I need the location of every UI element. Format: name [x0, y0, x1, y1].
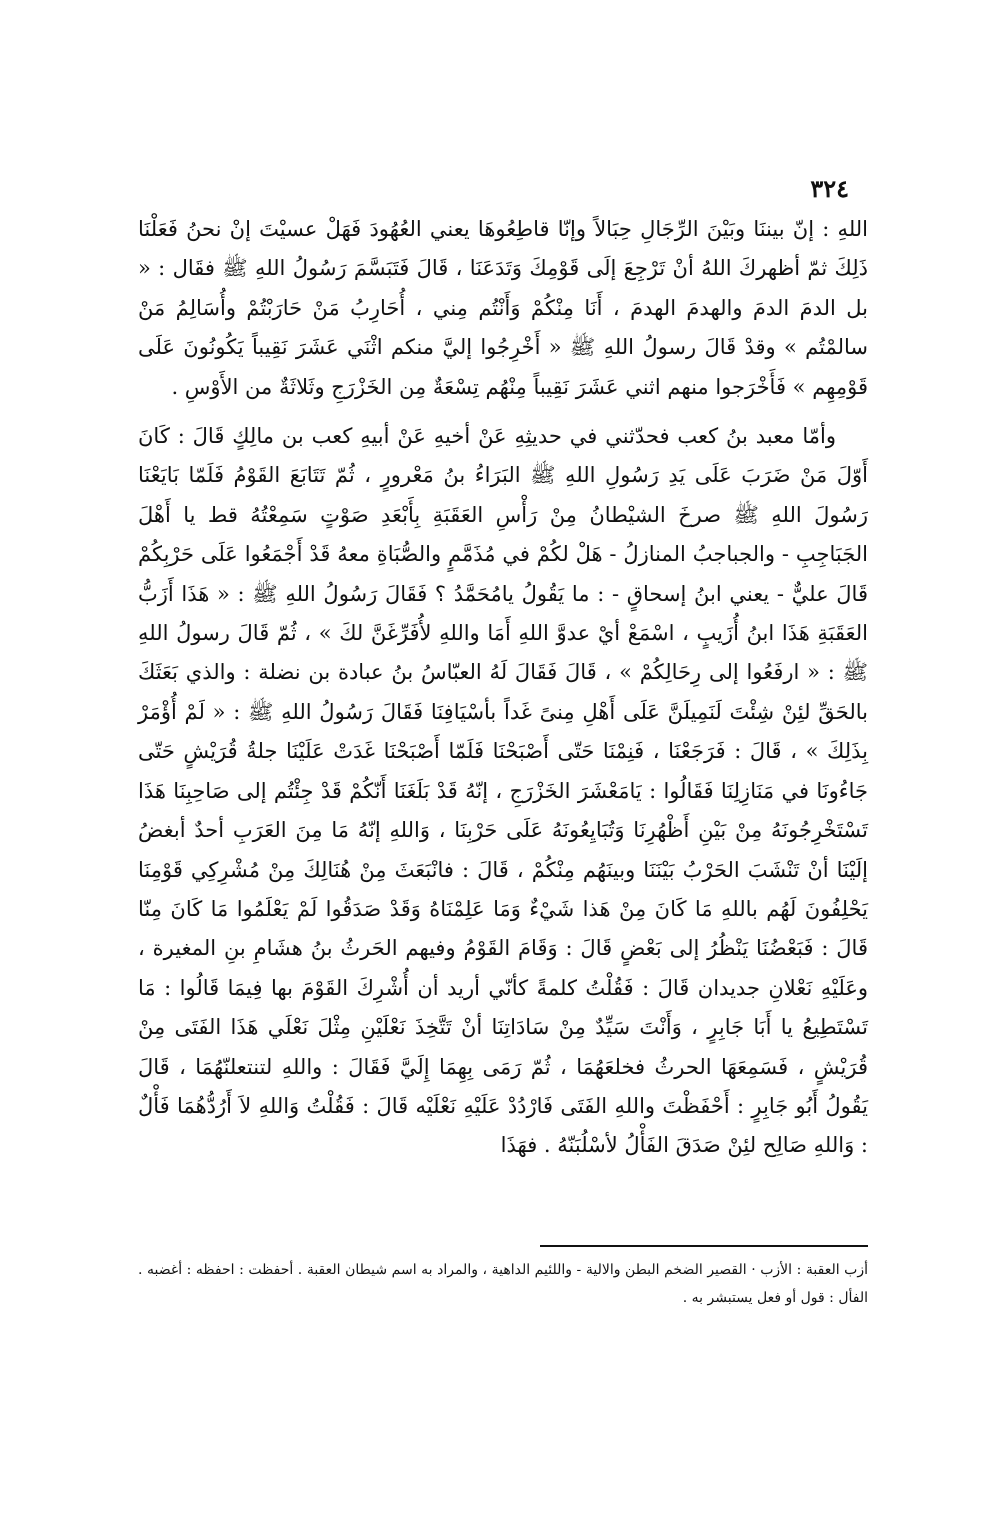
main-text [138, 210, 868, 1166]
page-number: ٣٢٤ [810, 174, 849, 203]
footnote: أزب العقبة : الأزب · القصير الضخم البطن والالية - واللئيم الداهية ، والمراد به اسم شيطان العقبة . أحفظت : احفظه : أغضبه . الفأل : قول أو فعل يستبشر به . [138, 1262, 868, 1306]
paragraph-1: اللهِ : إنّ بيننَا وبَيْنَ الرِّجَالِ حِبَالاً وإنّا قاطِعُوهَا يعني العُهُودَ فَهَلْ عسيْتَ إنْ نحنُ فَعَلْنَا ذَلِكَ ثمّ أظهركَ اللهُ أنْ تَرْجِعَ إلَى قَوْمِكَ وَتَدَعَنَا ، قَالَ فَتَبَسَّمَ رَسُولُ اللهِ ﷺ فقَال : « بل الدمَ الدمَ والهدمَ الهدمَ ، أَنَا مِنْكُمْ وَأَنْتُم مِني ، أُحَارِبُ مَنْ حَارَبْتُمْ وأُسَالِمُ مَنْ سالمْتُم » وقدْ قَالَ رسولُ اللهِ ﷺ « أَخْرِجُوا إليَّ منكم اثْنَي عَشَرَ نَقِيباً يَكُونُونَ عَلَى قَوْمِهِم » فَأَخْرَجوا منهم اثني عَشَرَ نَقِيباً مِنْهُم تِسْعَةٌ مِن الخَزْرَجِ وثَلاثَةٌ من الأَوْسِ . [138, 217, 868, 399]
paragraph-2: وأمّا معبد بنُ كعب فحدّثني في حديثِهِ عَنْ أخيهِ عَنْ أبيهِ كعب بن مالِكٍ قَالَ : كَانَ أَوّلَ مَنْ ضَرَبَ عَلَى يَدِ رَسُولِ اللهِ ﷺ البَرَاءُ بنُ مَعْرورٍ ، ثُمّ تَتَابَعَ القَوْمُ فَلَمّا بَايَعْنَا رَسُولَ اللهِ ﷺ صرخَ الشيْطانُ مِنْ رَأْسِ العَقَبَةِ بِأَبْعَدِ صَوْتٍ سَمِعْتُهُ قط يا أَهْلَ الجَبَاجِبِ - والجباجبُ المنازلُ - هَلْ لكُمْ في مُذَمَّمٍ والصُّبَاةِ معهُ قَدْ أَجْمَعُوا عَلَى حَرْبِكُمْ قَالَ عليٌّ - يعني ابنُ إسحاقٍ - : ما يَقُولُ يامُحَمَّدُ ؟ فَقَالَ رَسُولُ اللهِ ﷺ : « هَذَا أَزَبُّ العَقَبَةِ هَذَا ابنُ أُزَيبٍ ، اسْمَعْ أيْ عدوَّ اللهِ أَمَا واللهِ لأُفَرِّغَنَّ لكَ » ، ثُمّ قَالَ رسولُ اللهِ ﷺ : « ارفَعُوا إلى رِحَالِكُمْ » ، قَالَ فَقَالَ لَهُ العبّاسُ بنُ عبادة بن نضلة : والذي بَعَثَكَ بالحَقِّ لئِنْ شِئْتَ لَنَمِيلَنَّ عَلَى أَهْلِ مِنىً غَداً بأسْيَافِنَا فَقَالَ رَسُولُ اللهِ ﷺ : « لَمْ أُؤْمَرْ بِذَلِكَ » ، قَالَ : فَرَجَعْنَا ، فَنِمْنَا حَتّى أَصْبَحْنَا فَلَمّا أَصْبَحْنَا غَدَتْ عَلَيْنَا جلةُ قُرَيْشٍ حَتّى جَاءُونَا في مَنَازِلِنَا فَقَالُوا : يَامَعْشَرَ الخَزْرَجِ ، إنّهُ قَدْ بَلَغَنَا أَنّكُمْ قَدْ جِئْتُم إلى صَاحِبِنَا هَذَا تَسْتَخْرِجُونَهُ مِنْ بَيْنِ أَظْهُرِنَا وَتُبَايِعُونَهُ عَلَى حَرْبِنَا ، وَاللهِ إنّهُ مَا مِنَ العَرَبِ أحدٌ أبغضُ إلَيْنَا أنْ تَنْشَبَ الحَرْبُ بَيْنَنَا وبينَهُم مِنْكُمْ ، قَالَ : فانْبَعَثَ مِنْ هُنَالِكَ مِنْ مُشْرِكِي قَوْمِنَا يَحْلِفُونَ لَهُم باللهِ مَا كَانَ مِنْ هَذا شَيْءٌ وَمَا عَلِمْنَاهُ وَقَدْ صَدَقُوا لَمْ يَعْلَمُوا مَا كَانَ مِنّا قَالَ : فَبَعْضُنَا يَنْظُرُ إلى بَعْضٍ قَالَ : وَقَامَ القَوْمُ وفيهم الحَرثُ بنُ هشَامِ بنِ المغيرة ، وعَلَيْهِ نَعْلانِ جديدان قَالَ : فَقُلْتُ كلمةً كأنّي أريد أن أُشْرِكَ القَوْمَ بها فِيمَا قَالُوا : مَا تَسْتَطِيعُ يا أَبَا جَابِرٍ ، وَأَنْتَ سَيِّدٌ مِنْ سَادَاتِنَا أنْ تَتَّخِذَ نَعْلَيْنِ مِثْلَ نَعْلَي هَذَا الفَتَى مِنْ قُرَيْشٍ ، فَسَمِعَهَا الحرثُ فخلعَهُمَا ، ثُمّ رَمَى بِهِمَا إِلَيَّ فَقَالَ : واللهِ لتنتعلنّهُمَا ، قَالَ يَقُولُ أَبُو جَابِرٍ : أَحْفَظْتَ واللهِ الفَتَى فَارْدُدْ عَلَيْهِ نَعْلَيْه قَالَ : فَقُلْتُ وَاللهِ لاَ أَرُدُّهُمَا فَأْلٌ : وَاللهِ صَالِح لئِنْ صَدَقَ الفَأْلُ لأسْلُبَنّهُ . فهَذَا [138, 424, 868, 1158]
footnote-divider [540, 1245, 868, 1247]
